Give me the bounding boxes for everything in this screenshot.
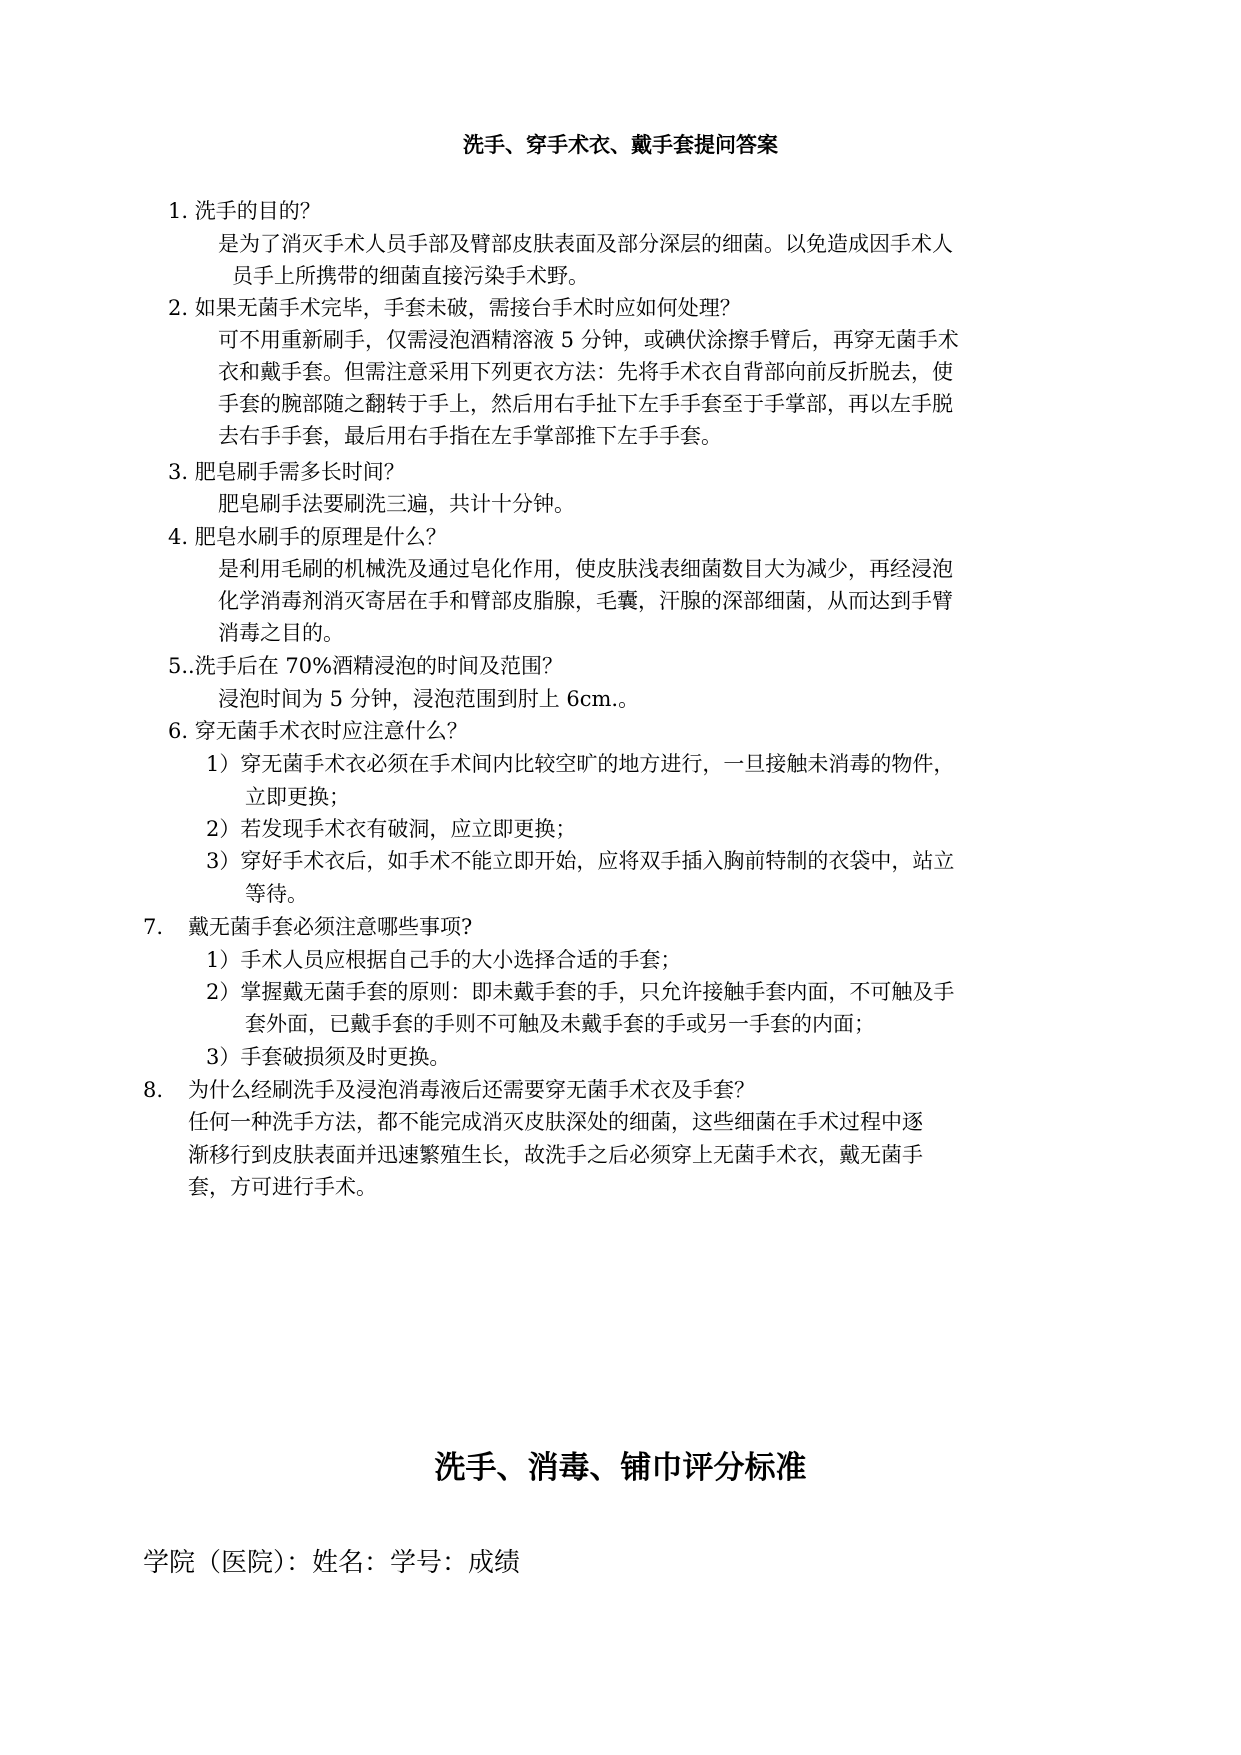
answer-1-line-1: 是为了消灭手术人员手部及臂部皮肤表面及部分深层的细菌。以免造成因手术人 bbox=[218, 232, 953, 256]
answer-6-item-2: 2）若发现手术衣有破洞，应立即更换； bbox=[206, 817, 577, 841]
question-3: 3. 肥皂刷手需多长时间？ bbox=[168, 460, 405, 484]
question-8: 为什么经刷洗手及浸泡消毒液后还需要穿无菌手术衣及手套？ bbox=[188, 1078, 755, 1102]
question-8-number: 8. bbox=[143, 1078, 164, 1102]
question-4: 4. 肥皂水刷手的原理是什么？ bbox=[168, 525, 447, 549]
answer-6-item-1: 1）穿无菌手术衣必须在手术间内比较空旷的地方进行，一旦接触未消毒的物件， bbox=[206, 752, 955, 776]
answer-5-line-1: 浸泡时间为 5 分钟，浸泡范围到肘上 6cm.。 bbox=[218, 687, 640, 711]
answer-8-line-3: 套，方可进行手术。 bbox=[188, 1175, 377, 1199]
answer-4-line-1: 是利用毛刷的机械洗及通过皂化作用，使皮肤浅表细菌数目大为减少，再经浸泡 bbox=[218, 557, 953, 581]
answer-6-item-1-cont: 立即更换； bbox=[245, 785, 350, 809]
answer-2-line-3: 手套的腕部随之翻转于手上，然后用右手扯下左手手套至于手掌部，再以左手脱 bbox=[218, 392, 953, 416]
answer-6-item-3: 3）穿好手术衣后，如手术不能立即开始，应将双手插入胸前特制的衣袋中，站立 bbox=[206, 849, 955, 873]
answer-7-item-2: 2）掌握戴无菌手套的原则：即未戴手套的手，只允许接触手套内面，不可触及手 bbox=[206, 980, 955, 1004]
answer-2-line-2: 衣和戴手套。但需注意采用下列更衣方法：先将手术衣自背部向前反折脱去，使 bbox=[218, 360, 953, 384]
answer-8-line-1: 任何一种洗手方法，都不能完成消灭皮肤深处的细菌，这些细菌在手术过程中逐 bbox=[188, 1110, 923, 1134]
document-title: 洗手、穿手术衣、戴手套提问答案 bbox=[463, 133, 778, 157]
answer-3-line-1: 肥皂刷手法要刷洗三遍，共计十分钟。 bbox=[218, 492, 575, 516]
answer-7-item-3: 3）手套破损须及时更换。 bbox=[206, 1045, 451, 1069]
answer-4-line-3: 消毒之目的。 bbox=[218, 621, 344, 645]
answer-6-item-3-cont: 等待。 bbox=[245, 882, 308, 906]
answer-1-line-2: 员手上所携带的细菌直接污染手术野。 bbox=[232, 264, 589, 288]
answer-4-line-2: 化学消毒剂消灭寄居在手和臂部皮脂腺，毛囊，汗腺的深部细菌，从而达到手臂 bbox=[218, 589, 953, 613]
section-2-title: 洗手、消毒、铺巾评分标准 bbox=[434, 1450, 807, 1486]
question-6: 6. 穿无菌手术衣时应注意什么？ bbox=[168, 719, 468, 743]
question-5: 5..洗手后在 70%酒精浸泡的时间及范围？ bbox=[168, 654, 564, 678]
student-info-line: 学院（医院）：姓名：学号：成绩 bbox=[143, 1548, 521, 1578]
question-7-number: 7. bbox=[143, 915, 164, 939]
question-2: 2. 如果无菌手术完毕，手套未破，需接台手术时应如何处理？ bbox=[168, 296, 741, 320]
answer-7-item-1: 1）手术人员应根据自己手的大小选择合适的手套； bbox=[206, 948, 682, 972]
answer-8-line-2: 渐移行到皮肤表面并迅速繁殖生长，故洗手之后必须穿上无菌手术衣，戴无菌手 bbox=[188, 1143, 923, 1167]
answer-2-line-4: 去右手手套，最后用右手指在左手掌部推下左手手套。 bbox=[218, 424, 722, 448]
question-1: 1. 洗手的目的？ bbox=[168, 199, 321, 223]
question-7: 戴无菌手套必须注意哪些事项? bbox=[188, 915, 473, 939]
answer-7-item-2-cont: 套外面，已戴手套的手则不可触及未戴手套的手或另一手套的内面； bbox=[245, 1012, 875, 1036]
answer-2-line-1: 可不用重新刷手，仅需浸泡酒精溶液 5 分钟，或碘伏涂擦手臂后，再穿无菌手术 bbox=[218, 328, 959, 352]
